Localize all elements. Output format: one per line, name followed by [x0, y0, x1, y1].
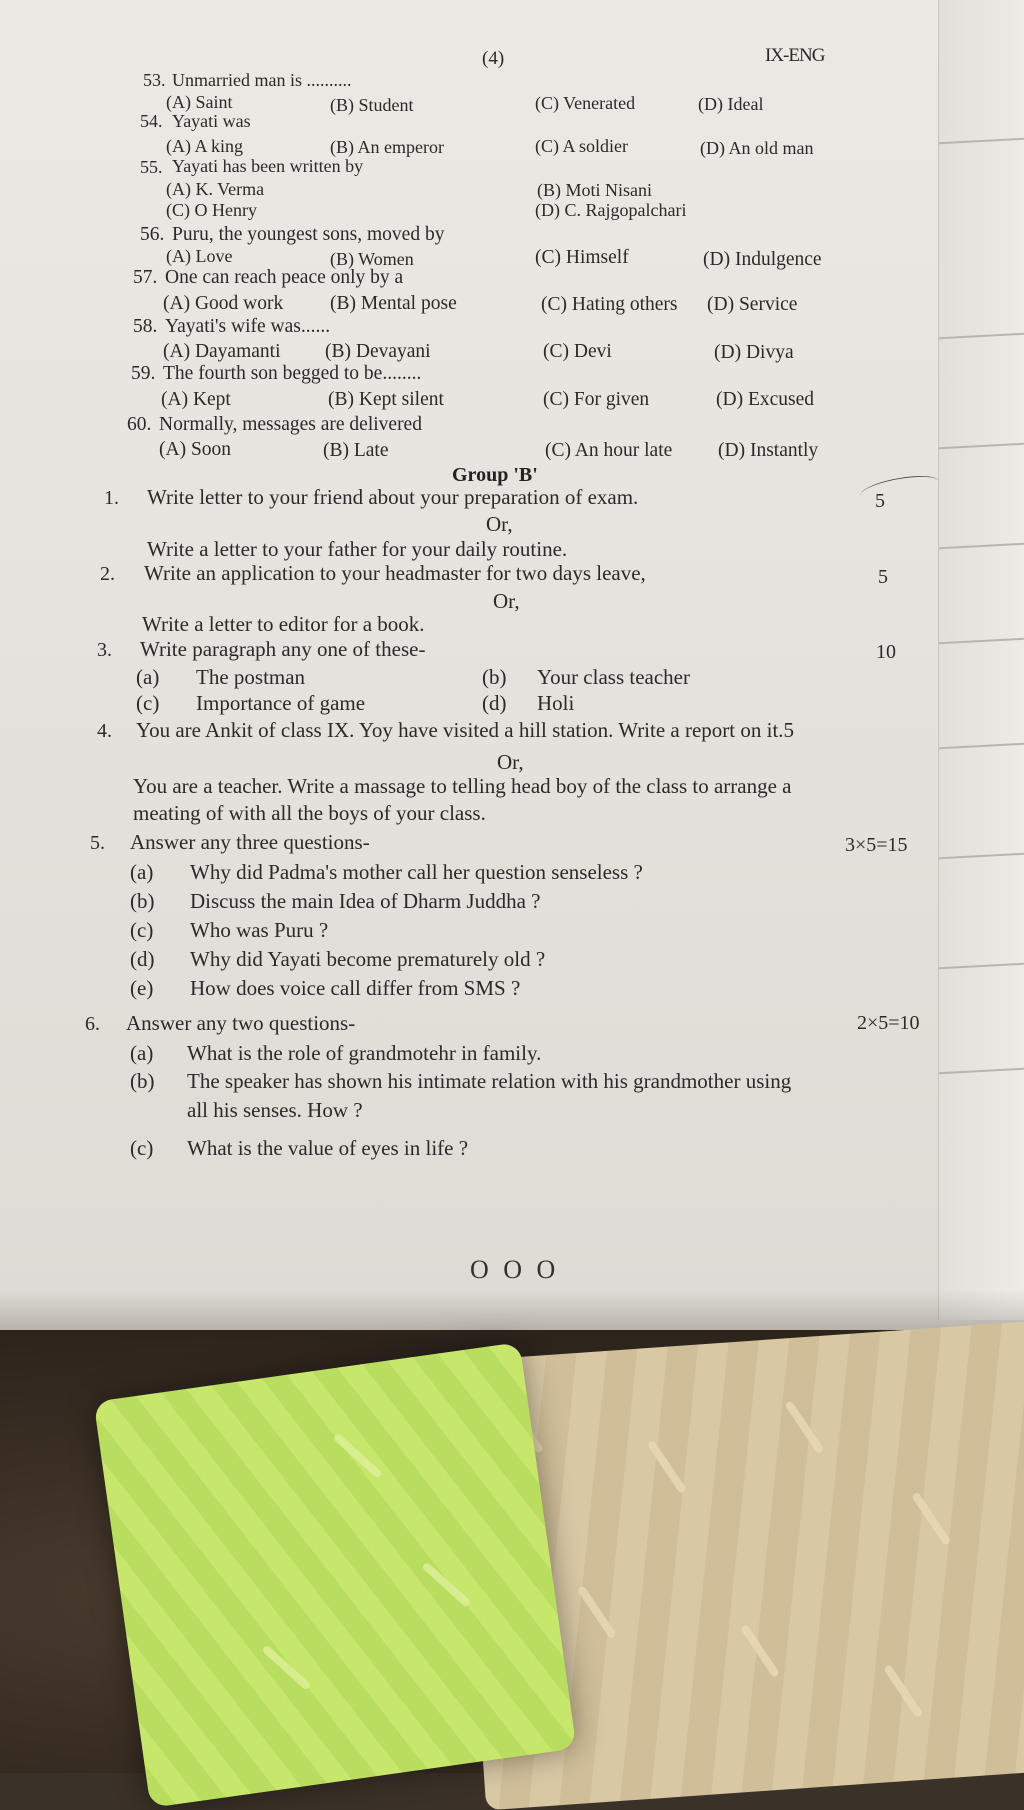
question-number: 60. [127, 414, 152, 435]
option-c: (C) O Henry [166, 200, 257, 220]
option-label: (c) [136, 691, 160, 715]
option-b: (B) Student [330, 95, 414, 115]
item-text: Why did Yayati become prematurely old ? [190, 947, 546, 971]
paper-shadow [0, 1290, 1024, 1330]
item-text: What is the role of grandmotehr in family. [187, 1041, 542, 1065]
question-text: Write paragraph any one of these- [140, 637, 426, 661]
option-a: (A) Kept [161, 389, 231, 410]
option-d: (D) An old man [700, 138, 814, 158]
marks: 5 [875, 490, 885, 512]
question-number: 6. [85, 1013, 100, 1035]
alt-question-text: Write a letter to your father for your daily routine. [147, 537, 568, 561]
option-a: (A) Saint [166, 92, 233, 112]
question-text: Write an application to your headmaster for two days leave, [144, 561, 646, 585]
question-number: 5. [90, 832, 105, 854]
question-text: Answer any three questions- [130, 830, 370, 854]
option-d: (D) Ideal [698, 94, 764, 114]
paper-code: IX-ENG [765, 45, 825, 66]
option-text: Your class teacher [537, 665, 690, 689]
question-number: 3. [97, 639, 112, 661]
section-heading: Group 'B' [452, 464, 538, 486]
question-number: 53. [143, 70, 166, 90]
question-number: 1. [104, 487, 119, 509]
option-text: Importance of game [196, 691, 366, 715]
option-a: (A) Love [166, 246, 233, 266]
item-text: all his senses. How ? [187, 1098, 363, 1122]
question-number: 4. [97, 720, 112, 742]
item-label: (c) [130, 918, 154, 942]
marks: 5 [878, 566, 888, 588]
alt-question-text: You are a teacher. Write a massage to telling head boy of the class to arrange a [133, 774, 792, 798]
marks: 10 [876, 641, 896, 663]
question-number: 58. [133, 316, 158, 337]
option-c: (C) Himself [535, 247, 629, 268]
question-text: Answer any two questions- [126, 1011, 356, 1035]
end-ornament: O O O [470, 1255, 560, 1284]
or-label: Or, [486, 512, 513, 536]
question-text: Normally, messages are delivered [159, 414, 422, 435]
pen-mark [859, 471, 941, 506]
item-label: (d) [130, 947, 155, 971]
option-label: (a) [136, 665, 160, 689]
question-number: 55. [140, 157, 163, 177]
marks: 3×5=15 [845, 834, 908, 856]
option-c: (C) Venerated [535, 93, 636, 113]
option-d: (D) Divya [714, 342, 794, 363]
alt-question-text: Write a letter to editor for a book. [142, 612, 425, 636]
item-label: (b) [130, 889, 155, 913]
item-text: Discuss the main Idea of Dharm Juddha ? [190, 889, 541, 913]
question-text: Unmarried man is .......... [172, 70, 352, 90]
item-text: How does voice call differ from SMS ? [190, 976, 521, 1000]
option-a: (A) Good work [163, 293, 284, 314]
item-label: (e) [130, 976, 154, 1000]
next-page-edge [938, 0, 1024, 1320]
option-b: (B) Kept silent [328, 389, 444, 410]
item-label: (a) [130, 1041, 154, 1065]
option-c: (C) Hating others [541, 294, 678, 315]
option-label: (d) [482, 691, 507, 715]
green-cloth [94, 1342, 577, 1808]
option-c: (C) An hour late [545, 440, 673, 461]
option-a: (A) Dayamanti [163, 341, 281, 362]
option-b: (B) Moti Nisani [537, 180, 652, 200]
question-text: Write letter to your friend about your preparation of exam. [147, 485, 639, 509]
page-number: (4) [482, 48, 505, 69]
option-label: (b) [482, 665, 507, 689]
question-number: 56. [140, 224, 165, 245]
option-d: (D) Indulgence [703, 249, 822, 270]
option-text: The postman [196, 665, 306, 689]
item-text: Who was Puru ? [190, 918, 329, 942]
question-number: 54. [140, 111, 163, 131]
option-b: (B) Late [323, 440, 389, 461]
question-text: The fourth son begged to be........ [163, 363, 422, 384]
question-text: Yayati has been written by [172, 156, 364, 176]
question-text: Yayati's wife was...... [165, 316, 331, 337]
option-b: (B) Mental pose [330, 293, 457, 314]
or-label: Or, [497, 750, 524, 774]
marks: 2×5=10 [857, 1012, 920, 1034]
option-a: (A) A king [166, 136, 244, 156]
option-d: (D) Service [707, 294, 798, 315]
item-text: The speaker has shown his intimate relation with his grandmother using [187, 1069, 792, 1093]
option-b: (B) An emperor [330, 137, 444, 157]
question-text: Yayati was [172, 111, 251, 131]
option-a: (A) K. Verma [166, 179, 265, 199]
question-text: You are Ankit of class IX. Yoy have visited a hill station. Write a report on it.5 [136, 718, 795, 742]
item-text: Why did Padma's mother call her question senseless ? [190, 860, 643, 884]
option-text: Holi [537, 691, 575, 715]
alt-question-text: meating of with all the boys of your class. [133, 801, 486, 825]
option-d: (D) C. Rajgopalchari [535, 200, 687, 220]
option-b: (B) Women [330, 249, 414, 269]
item-label: (c) [130, 1136, 154, 1160]
option-c: (C) A soldier [535, 136, 628, 156]
question-number: 57. [133, 267, 158, 288]
item-text: What is the value of eyes in life ? [187, 1136, 469, 1160]
option-d: (D) Instantly [718, 440, 819, 461]
question-text: One can reach peace only by a [165, 267, 404, 288]
item-label: (b) [130, 1069, 155, 1093]
question-text: Puru, the youngest sons, moved by [172, 224, 445, 245]
option-a: (A) Soon [159, 439, 232, 460]
option-d: (D) Excused [716, 389, 815, 410]
or-label: Or, [493, 589, 520, 613]
question-number: 2. [100, 563, 115, 585]
item-label: (a) [130, 860, 154, 884]
question-number: 59. [131, 363, 156, 384]
option-c: (C) For given [543, 389, 650, 410]
option-c: (C) Devi [543, 341, 612, 362]
option-b: (B) Devayani [325, 341, 431, 362]
